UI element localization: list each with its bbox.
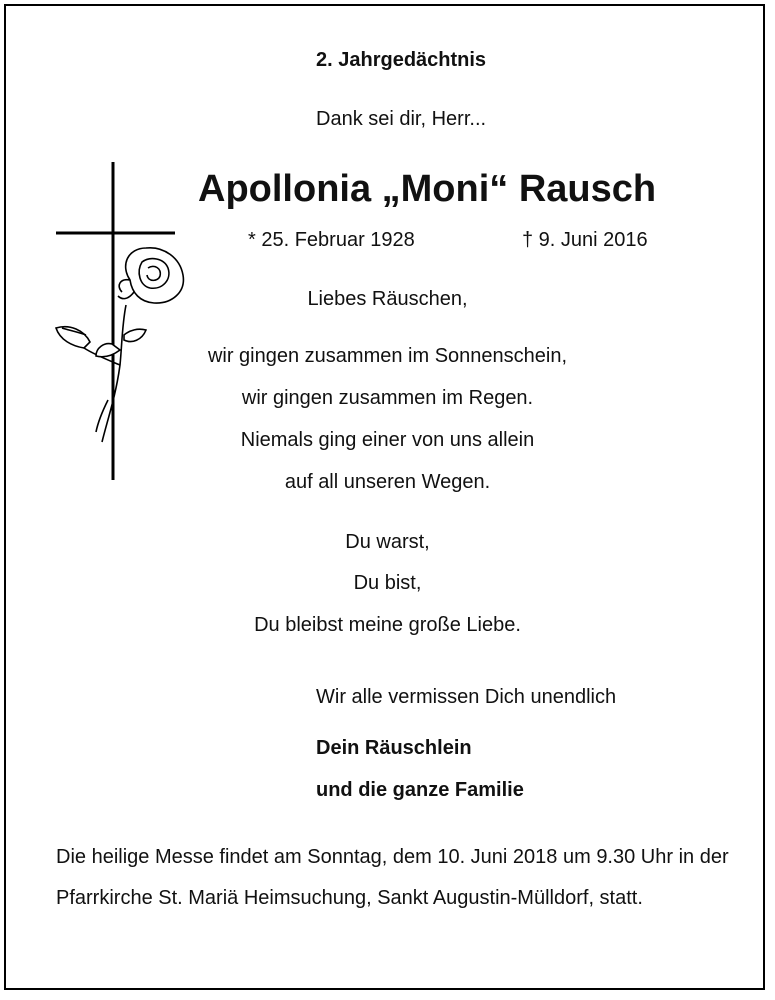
anniversary-heading: 2. Jahrgedächtnis (316, 49, 487, 71)
intro-line: Dank sei dir, Herr... (316, 108, 487, 130)
deceased-name: Apollonia „Moni“ Rausch (198, 168, 657, 210)
poem-line: auf all unseren Wegen. (284, 471, 491, 493)
poem-line: Du bist, (353, 572, 422, 594)
poem-line: wir gingen zusammen im Regen. (241, 387, 534, 409)
closing-line: Wir alle vermissen Dich unendlich (316, 686, 617, 708)
birth-date: * 25. Februar 1928 (248, 229, 415, 251)
poem-line: wir gingen zusammen im Sonnenschein, (207, 345, 568, 367)
death-date: † 9. Juni 2016 (522, 229, 648, 251)
poem-line: Niemals ging einer von uns allein (240, 429, 535, 451)
signature-line: und die ganze Familie (316, 779, 524, 801)
salutation: Liebes Räuschen, (307, 288, 468, 310)
mass-notice: Die heilige Messe findet am Sonntag, dem 10. Juni 2018 um 9.30 Uhr in der Pfarrkirche St. Mariä Heimsuchung, Sankt Augustin-Mülldorf, statt. (56, 846, 729, 909)
poem-line: Du warst, (345, 531, 430, 553)
poem-line: Du bleibst meine große Liebe. (254, 614, 521, 636)
signature-line: Dein Räuschlein (316, 737, 472, 759)
